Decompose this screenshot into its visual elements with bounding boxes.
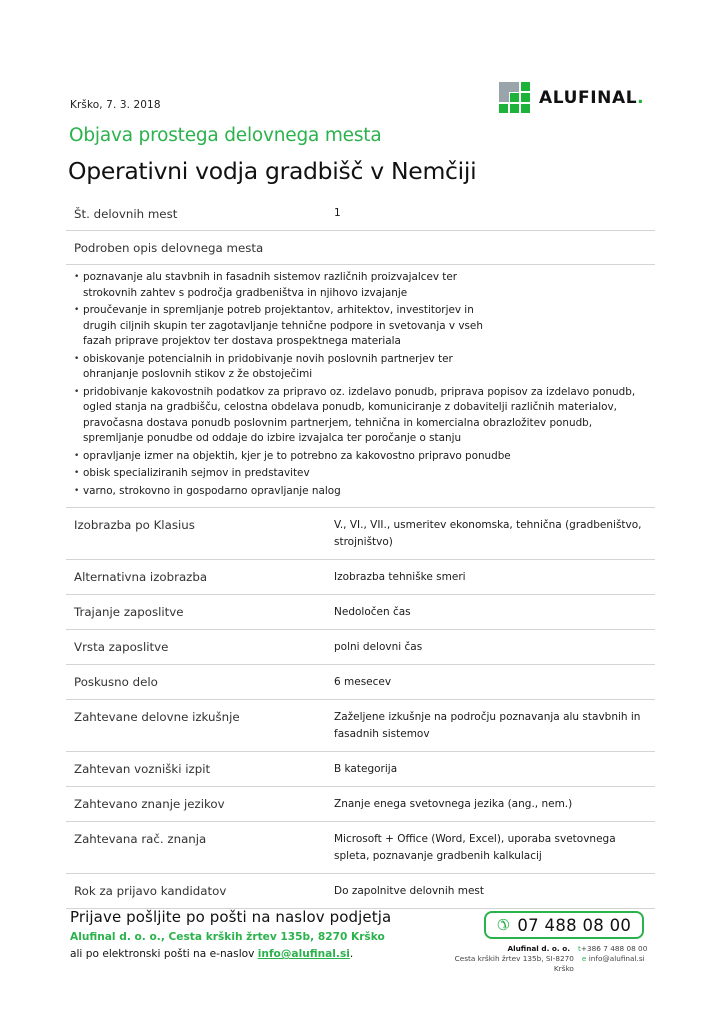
table-row	[66, 874, 655, 909]
row-label: Zahtevano znanje jezikov	[74, 797, 225, 811]
application-instructions	[70, 908, 391, 960]
row-label: Trajanje zaposlitve	[74, 605, 184, 619]
row-label: Alternativna izobrazba	[74, 570, 208, 584]
phone-icon: ✆	[496, 916, 510, 934]
row-value: Do zapolnitve delovnih mest	[334, 885, 485, 897]
document-date: Krško, 7. 3. 2018	[70, 99, 161, 111]
row-value: polni delovni čas	[334, 641, 423, 653]
duty-item: • poznavanje alu stavbnih in fasadnih sistemov različnih proizvajalcev ter strokovnih zahtev s področja gradbeništva in njihovo izvajanje	[74, 270, 483, 301]
logo-wordmark: ALUFINAL.	[539, 88, 645, 108]
row-value: Znanje enega svetovnega jezika (ang., nem.)	[334, 798, 573, 810]
row-value: 1	[334, 207, 341, 219]
table-row-positions	[66, 197, 655, 231]
row-label: Zahtevana rač. znanja	[74, 832, 207, 846]
duty-item: • proučevanje in spremljanje potreb projektantov, arhitektov, investitorjev in drugih ciljnih skupin ter zagotavljanje tehnične podpore in svetovanja v vseh fazah priprave projektov ter dostava prospektnega materiala	[74, 303, 503, 350]
duty-item: • opravljanje izmer na objektih, kjer je to potrebno za kakovostno pripravo ponudbe	[74, 449, 655, 465]
row-label: Izobrazba po Klasius	[74, 518, 195, 532]
row-value: V., VI., VII., usmeritev ekonomska, tehnična (gradbeništvo, strojništvo)	[334, 519, 642, 548]
row-value: Nedoločen čas	[334, 606, 411, 618]
table-row	[66, 665, 655, 700]
contact-phone: t+386 7 488 08 00	[578, 944, 648, 953]
table-row	[66, 700, 655, 752]
row-label: Rok za prijavo kandidatov	[74, 884, 227, 898]
row-label: Zahtevan vozniški izpit	[74, 762, 211, 776]
duty-item: • varno, strokovno in gospodarno opravljanje nalog	[74, 484, 655, 500]
phone-box[interactable]	[484, 911, 644, 939]
row-value: 6 mesecev	[334, 676, 392, 688]
duty-item: • obisk specializiranih sejmov in predstavitev	[74, 466, 655, 482]
table-row	[66, 752, 655, 787]
row-label: Št. delovnih mest	[74, 206, 178, 221]
email-suffix: .	[349, 948, 354, 960]
table-row	[66, 787, 655, 822]
contact-company: Alufinal d. o. o.	[507, 944, 570, 953]
row-value: Zaželjene izkušnje na področju poznavanja alu stavbnih in fasadnih sistemov	[334, 711, 641, 740]
apply-heading: Prijave pošljite po pošti na naslov podjetja	[70, 908, 392, 926]
duties-list	[66, 265, 655, 508]
email-prefix: ali po elektronski pošti na e-naslov	[70, 948, 258, 960]
company-address: Alufinal d. o. o., Cesta krških žrtev 135b, 8270 Krško	[70, 931, 385, 943]
contact-block	[440, 944, 650, 974]
row-label: Vrsta zaposlitve	[74, 640, 169, 654]
email-link[interactable]: info@alufinal.si	[257, 948, 350, 960]
row-value: Microsoft + Office (Word, Excel), uporaba svetovnega spleta, poznavanje gradbenih kalkulacij	[334, 833, 616, 862]
table-row	[66, 560, 655, 595]
row-value: B kategorija	[334, 763, 398, 775]
phone-number: 07 488 08 00	[517, 915, 632, 935]
logo-mark-icon	[499, 82, 533, 114]
table-row	[66, 595, 655, 630]
table-row	[66, 508, 655, 560]
table-row-description-header	[66, 231, 655, 265]
duty-item: • pridobivanje kakovostnih podatkov za pripravo oz. izdelavo ponudb, priprava popisov za izdelavo ponudb, ogled stanja na gradbišču, celostna obdelava ponudb, komuniciranje z dobavitelji različnih materialov, pravočasna dostava ponudb poslovnim partnerjem, tehnična in komercialna obrazložitev ponudb, spremljanje ponudbe od oddaje do izbire izvajalca ter poročanje o stanju	[74, 385, 643, 447]
company-logo	[499, 82, 644, 114]
row-label: Poskusno delo	[74, 675, 158, 689]
posting-subtitle: Objava prostega delovnega mesta	[69, 125, 382, 146]
contact-email: e info@alufinal.si	[581, 954, 645, 963]
job-title: Operativni vodja gradbišč v Nemčiji	[68, 157, 477, 185]
row-label: Zahtevane delovne izkušnje	[74, 710, 240, 724]
contact-street: Cesta krških žrtev 135b, SI-8270 Krško	[454, 954, 574, 973]
table-row	[66, 822, 655, 874]
job-details-table	[66, 197, 655, 909]
email-line	[70, 948, 391, 960]
duty-item: • obiskovanje potencialnih in pridobivanje novih poslovnih partnerjev ter ohranjanje poslovnih stikov z že obstoječimi	[74, 352, 463, 383]
row-label: Podroben opis delovnega mesta	[74, 240, 264, 255]
table-row	[66, 630, 655, 665]
row-value: Izobrazba tehniške smeri	[334, 571, 466, 583]
